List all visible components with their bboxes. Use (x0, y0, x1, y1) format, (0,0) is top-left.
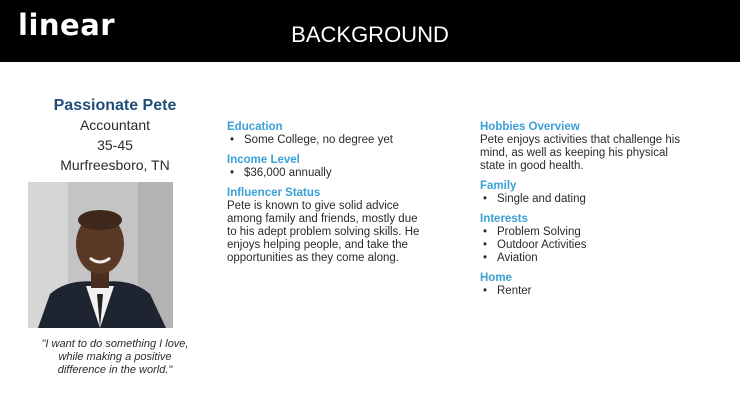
hobbies-text-2: mind, as well as keeping his physical (480, 147, 668, 159)
interests-section (480, 213, 730, 265)
interests-heading: Interests (480, 213, 528, 225)
hobbies-section (480, 121, 730, 173)
quote-line-3: difference in the world." (57, 364, 173, 376)
list-item: • Single and dating (480, 193, 730, 206)
influencer-text-4: enjoys helping people, and take the (227, 239, 408, 251)
header-bar (0, 0, 740, 62)
hobbies-heading: Hobbies Overview (480, 121, 580, 133)
hobbies-text-3: state in good health. (480, 160, 584, 172)
persona-card (20, 97, 210, 175)
home-heading: Home (480, 272, 512, 284)
list-item: • Problem Solving (480, 226, 730, 239)
home-section (480, 272, 730, 298)
influencer-section (227, 187, 459, 265)
persona-name: Passionate Pete (53, 97, 177, 114)
slide-title (0, 22, 740, 48)
income-list (227, 167, 459, 180)
income-section (227, 154, 459, 180)
family-list (480, 193, 730, 206)
persona-age-range: 35-45 (97, 137, 133, 153)
influencer-text-2: among family and friends, mostly due (227, 213, 418, 225)
persona-photo-image (28, 182, 173, 328)
list-item: • Some College, no degree yet (227, 134, 459, 147)
middle-column (227, 121, 459, 272)
persona-quote (20, 338, 210, 377)
persona-location: Murfreesboro, TN (60, 157, 170, 173)
list-item: • Outdoor Activities (480, 239, 730, 252)
quote-line-1: "I want to do something I love, (41, 338, 189, 350)
brand-logo: linear (18, 8, 116, 42)
quote-line-2: while making a positive (58, 351, 172, 363)
list-item: • Renter (480, 285, 730, 298)
income-heading: Income Level (227, 154, 300, 166)
influencer-heading: Influencer Status (227, 187, 321, 199)
persona-occupation: Accountant (79, 117, 151, 133)
education-section (227, 121, 459, 147)
hobbies-text-1: Pete enjoys activities that challenge his (480, 134, 681, 146)
right-column (480, 121, 730, 305)
education-list (227, 134, 459, 147)
list-item: • $36,000 annually (227, 167, 459, 180)
family-section (480, 180, 730, 206)
influencer-text-1: Pete is known to give solid advice (227, 200, 399, 212)
influencer-text-3: to his adept problem solving skills. He (227, 226, 420, 238)
list-item: • Aviation (480, 252, 730, 265)
influencer-text-5: opportunities as they come along. (227, 252, 399, 264)
persona-photo (28, 182, 173, 328)
interests-list (480, 226, 730, 265)
family-heading: Family (480, 180, 517, 192)
education-heading: Education (227, 121, 283, 133)
slide-title-text: BACKGROUND (291, 22, 449, 47)
home-list (480, 285, 730, 298)
